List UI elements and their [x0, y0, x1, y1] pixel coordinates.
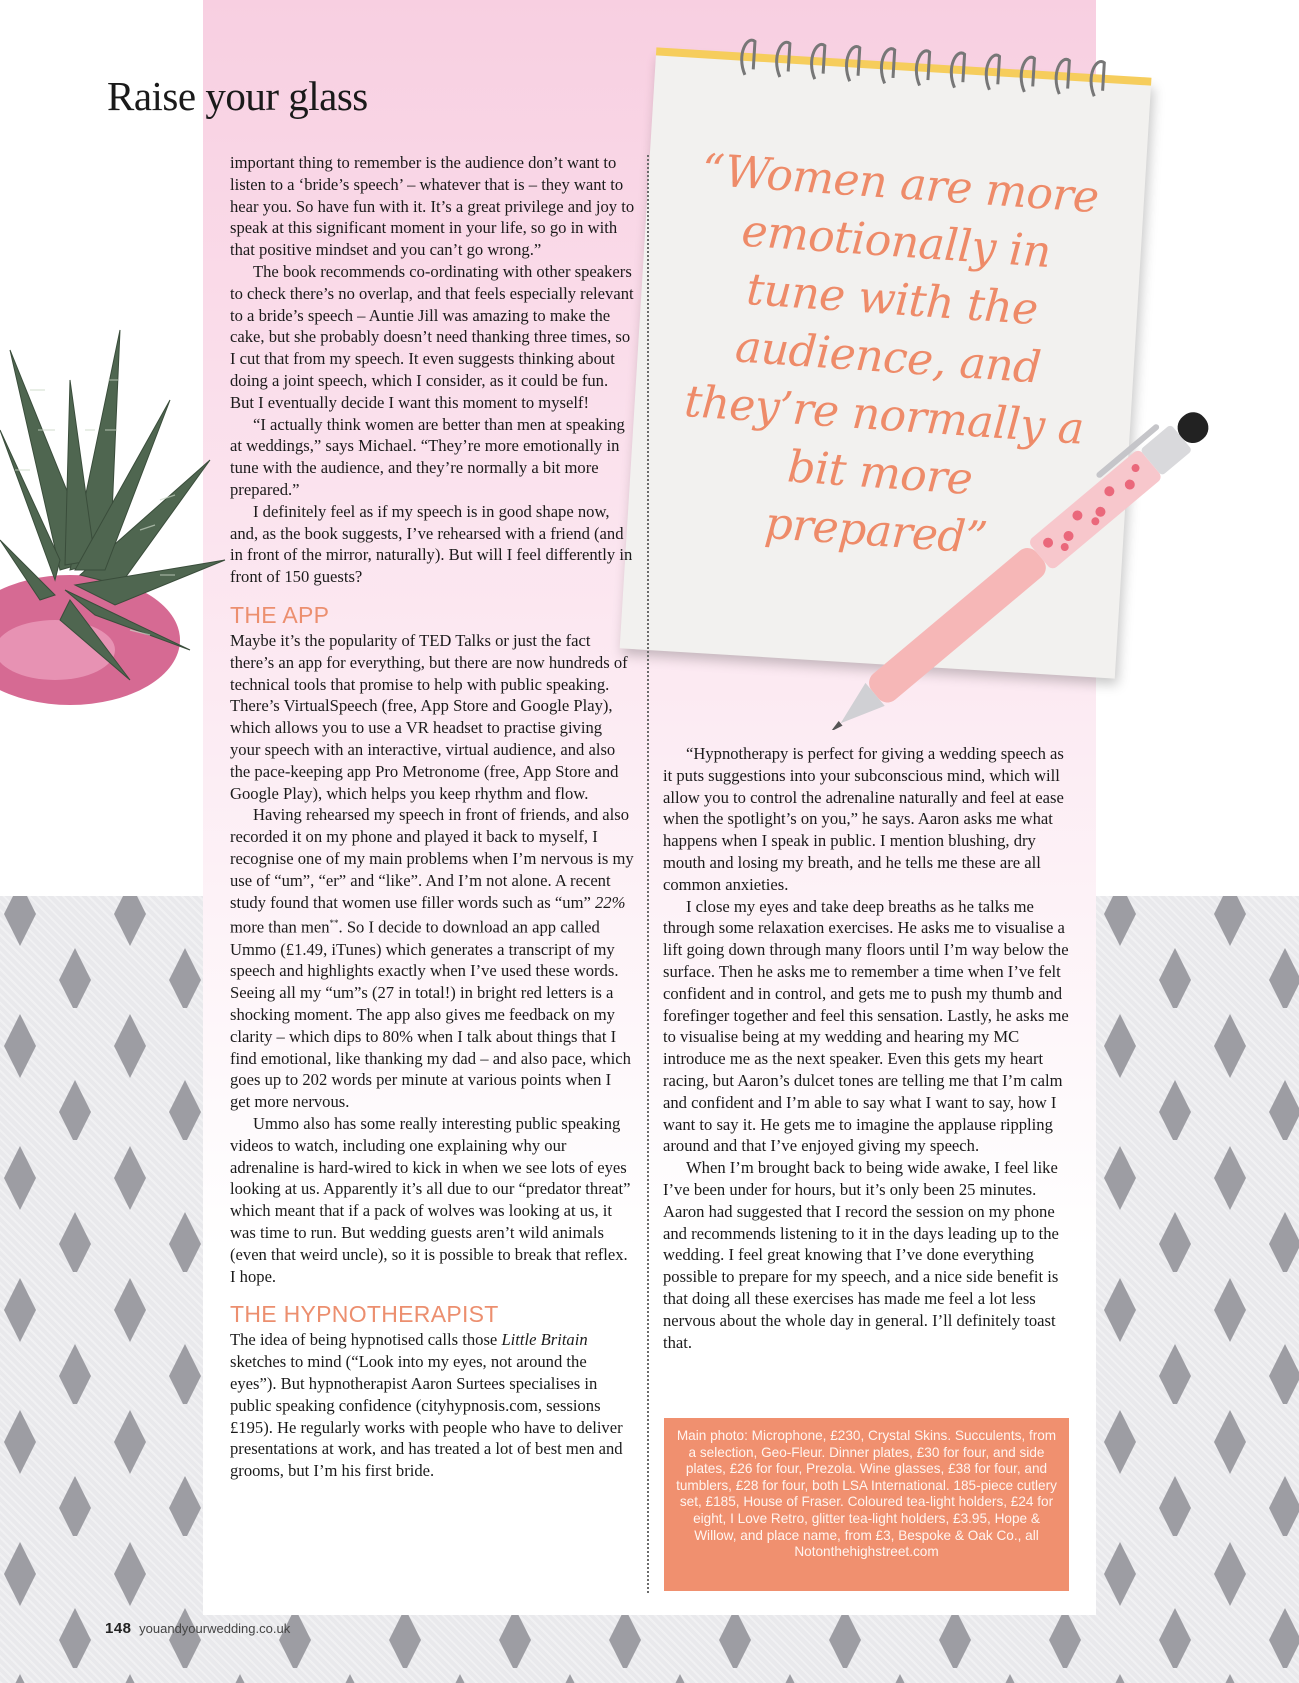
succulent-plant-image — [0, 310, 235, 705]
section-heading-app: THE APP — [230, 601, 330, 628]
page-number: 148 — [105, 1620, 132, 1637]
paragraph: important thing to remember is the audience don’t want to listen to a ‘bride’s speech’ – whatever that is – they want to hear you. So have fun with it. It’s a great privilege and joy to speak at this significant moment in your life, so go in with that positive mindset and you can’t go wrong.” — [230, 153, 635, 260]
page-title: Raise your glass — [107, 73, 368, 119]
paragraph: Ummo also has some really interesting public speaking videos to watch, including one explaining why our adrenaline is hard-wired to kick in when we see lots of eyes looking at us. Apparently it’s all due to our “predator threat” which meant that if a pack of wolves was looking at us, it was time to run. But wedding guests aren’t wild animals (even that weird uncle), so it is possible to break that reflex. I hope. — [230, 1114, 631, 1286]
footer-site-link[interactable]: youandyourwedding.co.uk — [139, 1621, 291, 1636]
paragraph: “I actually think women are better than men at speaking at weddings,” says Michael. “They’re more emotionally in tune with the audience, and they’re normally a bit more prepared.” — [230, 414, 625, 499]
section-heading-hypnotherapist: THE HYPNOTHERAPIST — [230, 1301, 499, 1328]
crystal-pen-image — [830, 360, 1270, 730]
paragraph: The book recommends co-ordinating with other speakers to check there’s no overlap, and that feels especially relevant to a bride’s speech – Auntie Jill was amazing to make the cake, but she probably doesn’t need thanking three times, so I cut that from my speech. It even suggests thinking about doing a joint speech, which I consider, as it could be fun. But I eventually decide I want this moment to myself! — [230, 261, 634, 412]
paragraph: When I’m brought back to being wide awake, I feel like I’ve been under for hours, but it’s only been 25 minutes. Aaron had suggested that I record the session on my phone and recommends listening to it in the days leading up to the wedding. I feel great knowing that I’ve done everything possible to prepare for my speech, and a nice side benefit is that doing all these exercises has made me feel a lot less nervous about the whole day in general. I’ll definitely toast that. — [663, 1158, 1059, 1352]
article-column-right — [663, 743, 1070, 1353]
paragraph: The idea of being hypnotised calls those Little Britain sketches to mind (“Look into my eyes, not around the eyes”). But hypnotherapist Aaron Surtees specialises in public speaking confidence (cityhypnosis.com, sessions £195). He regularly works with people who have to deliver presentations at work, and has treated a lot of best men and grooms, but I’m his first bride. — [230, 1330, 623, 1481]
paragraph: “Hypnotherapy is perfect for giving a wedding speech as it puts suggestions into your subconscious mind, which will allow you to control the adrenaline naturally and feel at ease when the spotlight’s on you,” he says. Aaron asks me what happens when I speak in public. I mention blushing, dry mouth and losing my breath, and he tells me these are all common anxieties. — [663, 744, 1064, 894]
page-footer — [105, 1620, 290, 1637]
paragraph: I close my eyes and take deep breaths as he talks me through some relaxation exercises. He asks me to visualise a lift going down through many floors until I’m way below the surface. Then he asks me to remember a time when I’ve felt confident and in control, and gets me to push my thumb and forefinger together and feel this sensation. Lastly, he asks me to visualise being at my wedding and hearing my MC introduce me as the next speaker. Even this gets my heart racing, but Aaron’s dulcet tones are telling me that I’m calm and confident and I’m able to say what I want to say, how I want to say it. He gets me to imagine the applause rippling around and that I’ve enjoyed giving my speech. — [663, 896, 1069, 1156]
pull-quote: “Women are more emotionally in tune with the audience, and they’re normally a bit more prepared” — [682, 144, 1101, 565]
column-divider — [647, 155, 649, 1593]
paragraph: I definitely feel as if my speech is in good shape now, and, as the book suggests, I’ve rehearsed with a friend (and in front of the mirror, naturally). But will I feel differently in front of 150 guests? — [230, 501, 633, 587]
photo-credits-box: Main photo: Microphone, £230, Crystal Skins. Succulents, from a selection, Geo-Fleur. Dinner plates, £30 for four, and side plates, £26 for four, Prezola. Wine glasses, £38 for four, and tumblers, £28 for four, both LSA International. 185-piece cutlery set, £185, House of Fraser. Coloured tea-light holders, £24 for eight, I Love Retro, glitter tea-light holders, £3.95, Hope & Willow, and place name, from £3, Bespoke & Oak Co., all Notonthehighstreet.com — [664, 1418, 1069, 1591]
article-column-left — [230, 152, 635, 1482]
paragraph: Maybe it’s the popularity of TED Talks or just the fact there’s an app for everything, but there are now hundreds of technical tools that promise to help with public speaking. There’s VirtualSpeech (free, App Store and Google Play), which allows you to use a VR headset to practise giving your speech with an interactive, virtual audience, and also the pace-keeping app Pro Metronome (free, App Store and Google Play), which helps you keep rhythm and flow. — [230, 630, 628, 803]
paragraph: Having rehearsed my speech in front of friends, and also recorded it on my phone and played it back to myself, I recognise one of my main problems when I’m nervous is my use of “um”, “er” and “like”. And I’m not alone. A recent study found that women use filler words such as “um” 22% more than men**. So I decide to download an app called Ummo (£1.49, iTunes) which generates a transcript of my speech and highlights exactly when I’ve used these words. Seeing all my “um”s (27 in total!) in bright red letters is a shocking moment. The app also gives me feedback on my clarity – which dips to 80% when I talk about things that I find emotional, like thanking my dad – and also pace, which goes up to 202 words per minute at various points when I get more nervous. — [230, 805, 634, 1112]
